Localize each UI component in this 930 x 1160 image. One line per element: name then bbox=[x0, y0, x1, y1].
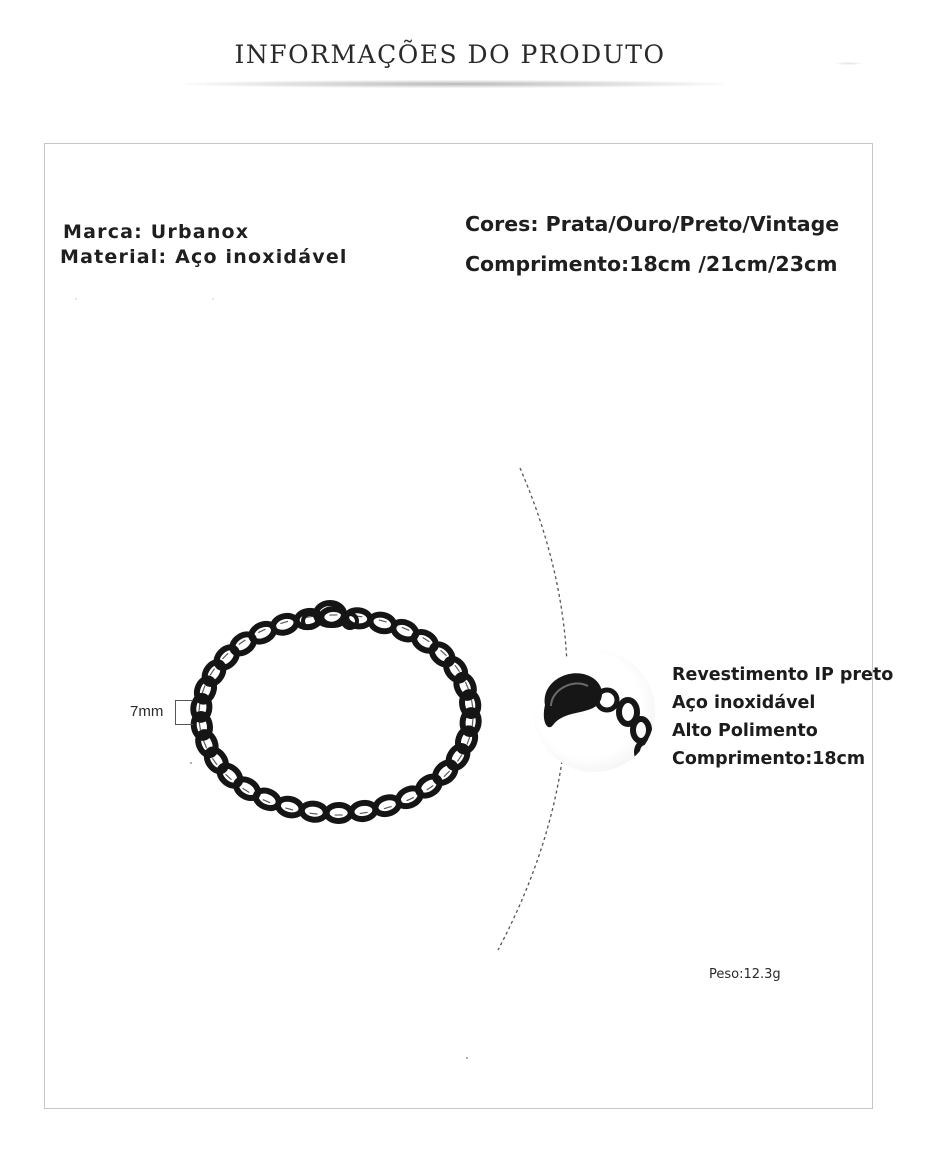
chain-link bbox=[428, 640, 456, 668]
chain-link bbox=[216, 762, 244, 790]
chain-link-highlight bbox=[360, 812, 368, 813]
chain-link-highlight bbox=[210, 669, 214, 676]
chain-link bbox=[411, 628, 440, 654]
title-underline-shadow bbox=[185, 80, 725, 88]
chain-link bbox=[213, 643, 241, 671]
feature-coating: Revestimento IP preto bbox=[672, 665, 894, 685]
bracelet-image bbox=[168, 590, 488, 830]
width-dimension-bracket bbox=[175, 700, 193, 725]
chain-link-highlight bbox=[310, 813, 318, 814]
chain-link-highlight bbox=[423, 637, 430, 641]
brand-text: Marca: Urbanox bbox=[63, 221, 250, 243]
chain-link bbox=[327, 805, 351, 821]
colors-text: Cores: Prata/Ouro/Preto/Vintage bbox=[465, 212, 840, 236]
clasp-detail-image bbox=[533, 650, 655, 772]
chain-link bbox=[350, 801, 376, 820]
chain-link-highlight bbox=[407, 797, 414, 800]
length-text: Comprimento:18cm /21cm/23cm bbox=[465, 252, 838, 276]
chain-link-highlight bbox=[222, 653, 228, 659]
chain-link-highlight bbox=[384, 806, 392, 808]
weight-text: Peso:12.3g bbox=[709, 967, 781, 982]
width-label: 7mm bbox=[130, 703, 164, 720]
bracelet-chain bbox=[192, 609, 480, 821]
chain-link-highlight bbox=[226, 774, 232, 779]
chain-link-highlight bbox=[379, 620, 387, 622]
chain-link bbox=[301, 802, 327, 821]
clasp-icon bbox=[533, 650, 655, 772]
chain-link-highlight bbox=[472, 700, 473, 708]
chain-link-highlight bbox=[285, 808, 293, 810]
chain-link-highlight bbox=[204, 741, 207, 748]
decorative-mark bbox=[834, 62, 864, 65]
chain-link bbox=[431, 758, 459, 786]
feature-length: Comprimento:18cm bbox=[672, 749, 866, 769]
chain-link-highlight bbox=[427, 785, 434, 790]
feature-material: Aço inoxidável bbox=[672, 693, 816, 713]
speck bbox=[75, 298, 77, 300]
chain-link-highlight bbox=[457, 755, 461, 762]
chain-link-highlight bbox=[280, 621, 288, 623]
chain-link bbox=[233, 776, 262, 802]
chain-link-highlight bbox=[444, 771, 450, 777]
chain-link-highlight bbox=[239, 640, 246, 645]
speck bbox=[466, 1057, 468, 1059]
chain-link-highlight bbox=[243, 788, 250, 792]
chain-link-highlight bbox=[202, 686, 205, 694]
chain-link-highlight bbox=[212, 758, 217, 764]
chain-link-highlight bbox=[199, 704, 200, 712]
chain-link-highlight bbox=[441, 650, 447, 655]
page-title: INFORMAÇÕES DO PRODUTO bbox=[234, 40, 666, 69]
feature-polish: Alto Polimento bbox=[672, 721, 818, 741]
chain-link-highlight bbox=[402, 627, 409, 630]
chain-link-highlight bbox=[465, 682, 468, 689]
chain-link-highlight bbox=[455, 665, 460, 671]
material-text: Material: Aço inoxidável bbox=[60, 246, 348, 268]
chain-link-highlight bbox=[467, 737, 470, 745]
chain-link-highlight bbox=[199, 722, 200, 730]
chain-link-highlight bbox=[472, 718, 473, 726]
chain-link-highlight bbox=[263, 800, 270, 803]
chain-link-highlight bbox=[258, 629, 265, 632]
speck bbox=[212, 298, 214, 300]
